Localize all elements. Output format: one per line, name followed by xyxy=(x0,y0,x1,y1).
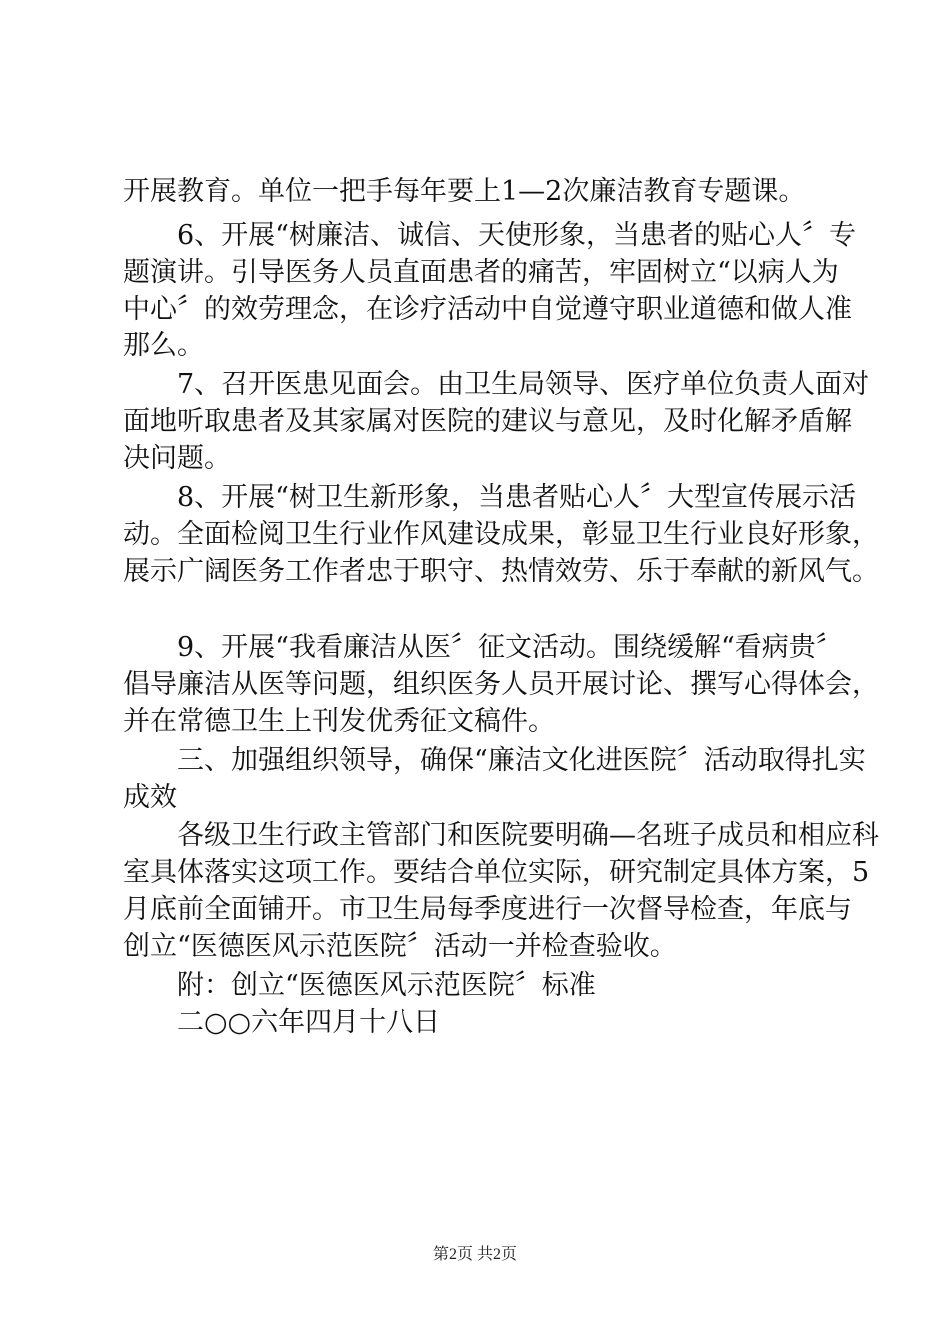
text-line: 倡导廉洁从医等问题，组织医务人员开展讨论、撰写心得体会， xyxy=(123,669,879,700)
text-line: 室具体落实这项工作。要结合单位实际，研究制定具体方案，5 xyxy=(123,857,870,888)
text-line: 那么。 xyxy=(123,330,204,361)
attachment-note: 附：创立“医德医风示范医院〞标准 xyxy=(177,970,596,1001)
page-footer: 第2页 共2页 xyxy=(432,1246,517,1263)
text-line: 创立“医德医风示范医院〞活动一并检查验收。 xyxy=(123,931,677,962)
text-line: 中心〞的效劳理念，在诊疗活动中自觉遵守职业道德和做人准 xyxy=(123,294,852,325)
text-line: 6、开展“树廉洁、诚信、天使形象，当患者的贴心人〞专 xyxy=(177,220,856,251)
text-line: 月底前全面铺开。市卫生局每季度进行一次督导检查，年底与 xyxy=(123,894,852,925)
text-line: 7、召开医患见面会。由卫生局领导、医疗单位负责人面对 xyxy=(177,369,870,400)
text-line: 开展教育。单位一把手每年要上1—2次廉洁教育专题课。 xyxy=(123,176,806,207)
text-line: 并在常德卫生上刊发优秀征文稿件。 xyxy=(123,706,555,737)
document-date: 二○○六年四月十八日 xyxy=(177,1007,441,1038)
text-line: 决问题。 xyxy=(123,443,231,474)
text-line: 各级卫生行政主管部门和医院要明确—名班子成员和相应科 xyxy=(177,820,879,851)
text-line: 面地听取患者及其家属对医院的建议与意见，及时化解矛盾解 xyxy=(123,406,852,437)
text-line: 9、开展“我看廉洁从医〞征文活动。围绕缓解“看病贵〞 xyxy=(177,632,843,663)
section-heading: 成效 xyxy=(123,782,177,813)
text-line: 题演讲。引导医务人员直面患者的痛苦，牢固树立“以病人为 xyxy=(123,257,839,288)
text-line: 动。全面检阅卫生行业作风建设成果，彰显卫生行业良好形象， xyxy=(123,519,879,550)
section-heading: 三、加强组织领导，确保“廉洁文化进医院〞活动取得扎实 xyxy=(177,745,866,776)
text-line: 展示广阔医务工作者忠于职守、热情效劳、乐于奉献的新风气。 xyxy=(123,556,879,587)
text-line: 8、开展“树卫生新形象，当患者贴心人〞大型宣传展示活 xyxy=(177,482,856,513)
